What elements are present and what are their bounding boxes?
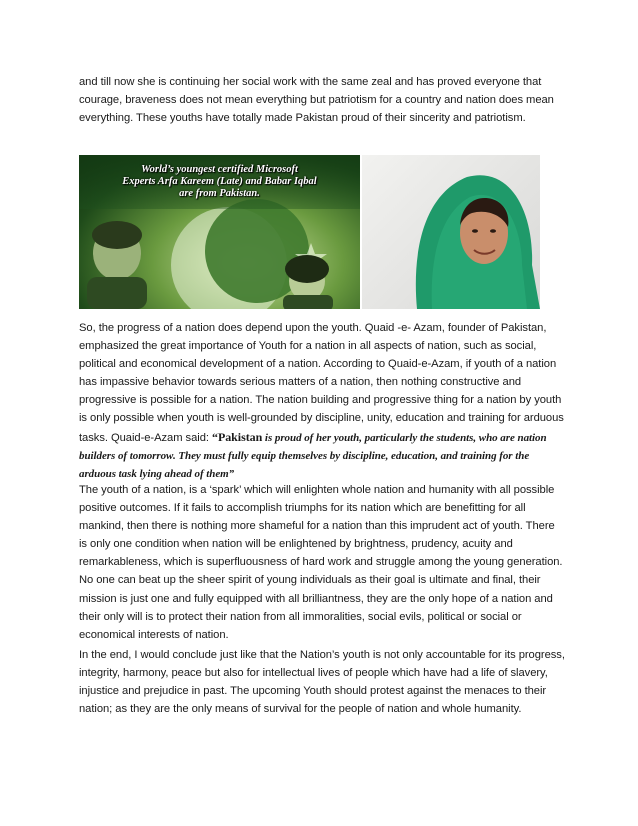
paragraph-2-intro: So, the progress of a nation does depend upon the youth. Quaid -e- Azam, founder of Pakistan, emphasized the great importance of Youth for a nation in all aspects of nation, such as social, political and economical development of a nation. According to Quaid-e-Azam, if youth of a nation has impassive behavior towards serious matters of a nation, then nothing constructive and progressive is possible for a nation. The nation building and progressive thing for a nation by youth is only possible when youth is well-grounded by discipline, unity, education and training for arduous tasks. Quaid-e-Azam said:: [79, 322, 564, 444]
paragraph-3: The youth of a nation, is a ‘spark’ which will enlighten whole nation and humanity with all possible positive outcomes. If it fails to accomplish triumphs for its nation which are benefitting for all mankind, then there is nothing more shameful for a nation than this imprudent act of youth. There is only one condition when nation will be enlightened by brightness, prudency, acuity and remarkableness, which is superfluousness of hard work and struggle among the young generation. No one can beat up the sheer spirit of young individuals as their goal is ultimate and final, their mission is just one and fully equipped with all brilliantness, they are the only hope of a nation and their only will is to protect their nation from all immoralities, social evils, political or social or economical interests of nation.: [79, 484, 563, 641]
image-caption-banner: [79, 155, 360, 209]
quote-opening: “Pakistan: [212, 429, 263, 444]
image-caption: World’s youngest certified Microsoft Experts Arfa Kareem (Late) and Babar Iqbal are from Pakistan.: [122, 164, 317, 199]
paragraph-1: and till now she is continuing her social work with the same zeal and has proved everyone that courage, braveness does not mean everything but patriotism for a country and nation does mean everything. These youths have totally made Pakistan proud of their sincerity and patriotism.: [79, 76, 554, 125]
quote-body: is proud of her youth, particularly the students, who are nation builders of tomorrow. They must fully equip themselves by discipline, education, and training for the arduous task lying ahead of them”: [79, 431, 547, 480]
portrait-graphic: [362, 155, 540, 309]
pakistan-microsoft-experts-image: [79, 155, 360, 309]
paragraph-2: [79, 319, 565, 483]
paragraph-4: In the end, I would conclude just like that the Nation’s youth is not only accountable for its progress, integrity, harmony, peace but also for intellectual lives of people which have had a life of slavery, injustice and prejudice in past. The upcoming Youth should protest against the menaces to their nation; as they are the only means of survival for the people of nation and whole humanity.: [79, 649, 565, 716]
malala-portrait-image: [362, 155, 540, 309]
